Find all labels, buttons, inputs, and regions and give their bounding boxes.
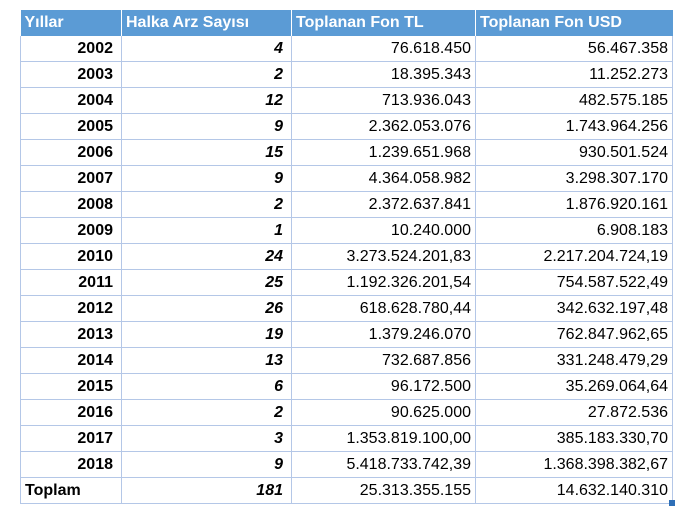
fund-usd-cell[interactable]: 930.501.524 (476, 140, 673, 166)
table-row (21, 296, 673, 322)
fund-usd-cell[interactable]: 331.248.479,29 (476, 348, 673, 374)
fund-tl-cell[interactable]: 10.240.000 (292, 218, 476, 244)
year-cell[interactable]: 2015 (21, 374, 122, 400)
fund-tl-cell[interactable]: 96.172.500 (292, 374, 476, 400)
ipo-count-cell[interactable]: 26 (122, 296, 292, 322)
year-cell[interactable]: 2007 (21, 166, 122, 192)
table-row (21, 36, 673, 62)
table-row (21, 192, 673, 218)
fund-tl-cell[interactable]: 18.395.343 (292, 62, 476, 88)
fund-tl-cell[interactable]: 3.273.524.201,83 (292, 244, 476, 270)
year-cell[interactable]: 2017 (21, 426, 122, 452)
ipo-count-cell[interactable]: 9 (122, 114, 292, 140)
fund-tl-cell[interactable]: 1.353.819.100,00 (292, 426, 476, 452)
year-cell[interactable]: 2016 (21, 400, 122, 426)
ipo-count-cell[interactable]: 15 (122, 140, 292, 166)
header-row (21, 10, 673, 36)
header-fund-usd[interactable]: Toplanan Fon USD (476, 10, 673, 36)
table-row (21, 374, 673, 400)
table-row (21, 166, 673, 192)
year-cell[interactable]: 2012 (21, 296, 122, 322)
year-cell[interactable]: 2014 (21, 348, 122, 374)
fund-usd-cell[interactable]: 342.632.197,48 (476, 296, 673, 322)
table-row (21, 426, 673, 452)
fund-usd-cell[interactable]: 35.269.064,64 (476, 374, 673, 400)
ipo-count-cell[interactable]: 3 (122, 426, 292, 452)
ipo-table-sheet (20, 10, 672, 504)
ipo-count-cell[interactable]: 12 (122, 88, 292, 114)
year-cell[interactable]: 2010 (21, 244, 122, 270)
ipo-count-cell[interactable]: 13 (122, 348, 292, 374)
fund-usd-cell[interactable]: 27.872.536 (476, 400, 673, 426)
table-row (21, 218, 673, 244)
ipo-count-cell[interactable]: 24 (122, 244, 292, 270)
fund-usd-cell[interactable]: 3.298.307.170 (476, 166, 673, 192)
total-fund-usd[interactable] (476, 478, 673, 504)
ipo-count-cell[interactable]: 2 (122, 192, 292, 218)
ipo-table (20, 10, 673, 504)
table-body (21, 36, 673, 504)
table-row (21, 244, 673, 270)
fund-usd-cell[interactable]: 1.368.398.382,67 (476, 452, 673, 478)
fund-usd-cell[interactable]: 11.252.273 (476, 62, 673, 88)
fund-tl-cell[interactable]: 2.362.053.076 (292, 114, 476, 140)
header-ipo-count[interactable]: Halka Arz Sayısı (122, 10, 292, 36)
table-row (21, 88, 673, 114)
table-row (21, 452, 673, 478)
year-cell[interactable]: 2018 (21, 452, 122, 478)
total-fund-tl[interactable]: 25.313.355.155 (292, 478, 476, 504)
ipo-count-cell[interactable]: 25 (122, 270, 292, 296)
fund-usd-cell[interactable]: 754.587.522,49 (476, 270, 673, 296)
table-row (21, 348, 673, 374)
fund-tl-cell[interactable]: 90.625.000 (292, 400, 476, 426)
ipo-count-cell[interactable]: 1 (122, 218, 292, 244)
year-cell[interactable]: 2003 (21, 62, 122, 88)
fund-usd-cell[interactable]: 6.908.183 (476, 218, 673, 244)
fund-usd-cell[interactable]: 482.575.185 (476, 88, 673, 114)
table-row (21, 270, 673, 296)
fund-tl-cell[interactable]: 1.239.651.968 (292, 140, 476, 166)
fund-tl-cell[interactable]: 713.936.043 (292, 88, 476, 114)
total-fund-usd-value: 14.632.140.310 (556, 481, 668, 499)
ipo-count-cell[interactable]: 9 (122, 452, 292, 478)
table-row (21, 140, 673, 166)
fund-tl-cell[interactable]: 1.379.246.070 (292, 322, 476, 348)
year-cell[interactable]: 2005 (21, 114, 122, 140)
fund-usd-cell[interactable]: 1.743.964.256 (476, 114, 673, 140)
fund-usd-cell[interactable]: 762.847.962,65 (476, 322, 673, 348)
fill-handle-icon[interactable] (669, 500, 675, 506)
ipo-count-cell[interactable]: 9 (122, 166, 292, 192)
ipo-count-cell[interactable]: 6 (122, 374, 292, 400)
table-row (21, 400, 673, 426)
fund-tl-cell[interactable]: 2.372.637.841 (292, 192, 476, 218)
fund-tl-cell[interactable]: 1.192.326.201,54 (292, 270, 476, 296)
fund-usd-cell[interactable]: 1.876.920.161 (476, 192, 673, 218)
fund-usd-cell[interactable]: 385.183.330,70 (476, 426, 673, 452)
table-row (21, 322, 673, 348)
total-row (21, 478, 673, 504)
year-cell[interactable]: 2009 (21, 218, 122, 244)
year-cell[interactable]: 2013 (21, 322, 122, 348)
year-cell[interactable]: 2004 (21, 88, 122, 114)
header-years[interactable]: Yıllar (21, 10, 122, 36)
ipo-count-cell[interactable]: 19 (122, 322, 292, 348)
fund-tl-cell[interactable]: 5.418.733.742,39 (292, 452, 476, 478)
fund-tl-cell[interactable]: 4.364.058.982 (292, 166, 476, 192)
fund-tl-cell[interactable]: 732.687.856 (292, 348, 476, 374)
ipo-count-cell[interactable]: 2 (122, 400, 292, 426)
fund-usd-cell[interactable]: 56.467.358 (476, 36, 673, 62)
total-count[interactable]: 181 (122, 478, 292, 504)
total-label[interactable]: Toplam (21, 478, 122, 504)
fund-usd-cell[interactable]: 2.217.204.724,19 (476, 244, 673, 270)
table-row (21, 62, 673, 88)
header-fund-tl[interactable]: Toplanan Fon TL (292, 10, 476, 36)
year-cell[interactable]: 2008 (21, 192, 122, 218)
year-cell[interactable]: 2002 (21, 36, 122, 62)
ipo-count-cell[interactable]: 4 (122, 36, 292, 62)
fund-tl-cell[interactable]: 76.618.450 (292, 36, 476, 62)
year-cell[interactable]: 2006 (21, 140, 122, 166)
table-row (21, 114, 673, 140)
ipo-count-cell[interactable]: 2 (122, 62, 292, 88)
year-cell[interactable]: 2011 (21, 270, 122, 296)
fund-tl-cell[interactable]: 618.628.780,44 (292, 296, 476, 322)
